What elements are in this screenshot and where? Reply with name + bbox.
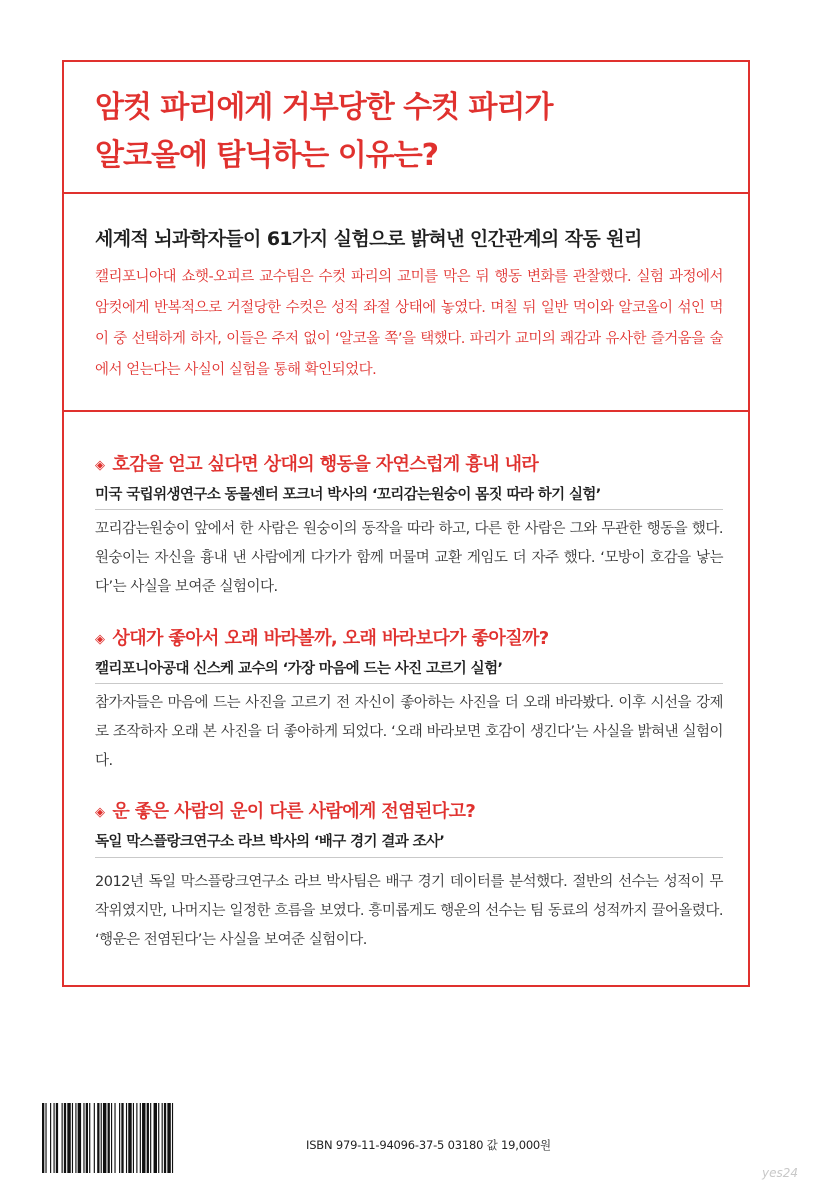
barcode-bar: [86, 1103, 88, 1173]
barcode-bar: [142, 1103, 145, 1173]
section-3-subtitle: 독일 막스플랑크연구소 라브 박사의 ‘배구 경기 결과 조사’: [95, 834, 445, 850]
section-3-title-text: 운 좋은 사람의 운이 다른 사람에게 전염된다고?: [112, 801, 476, 822]
section-1-body: 꼬리감는원숭이 앞에서 한 사람은 원숭이의 동작을 따라 하고, 다른 한 사람은 그와 무관한 행동을 했다. 원숭이는 자신을 흉내 낸 사람에게 다가가 함께 머물며 교환 게임도 더 자주 했다. ‘모방이 호감을 낳는다’는 사실을 보여준 실험이다.: [95, 521, 723, 595]
section-3-body: 2012년 독일 막스플랑크연구소 라브 박사팀은 배구 경기 데이터를 분석했다. 절반의 선수는 성적이 무작위였지만, 나머지는 일정한 흐름을 보였다. 흥미롭게도 행운의 선수는 팀 동료의 성적까지 끌어올렸다. ‘행운은 전염된다’는 사실을 보여준 실험이다.: [95, 874, 723, 948]
barcode-bar: [147, 1103, 149, 1173]
section-1-title-text: 호감을 얻고 싶다면 상대의 행동을 자연스럽게 흉내 내라: [112, 454, 539, 475]
divider-top: [62, 192, 750, 194]
headline-line-2: 알코올에 탐닉하는 이유는?: [95, 138, 439, 173]
diamond-bullet-icon: ◈: [95, 805, 105, 820]
barcode-bar: [101, 1103, 102, 1173]
barcode-bar: [42, 1103, 44, 1173]
barcode-bar: [54, 1103, 55, 1173]
barcode-bar: [103, 1103, 106, 1173]
section-3-title: [95, 797, 475, 823]
barcode-bar: [83, 1103, 84, 1173]
barcode-bar: [136, 1103, 137, 1173]
barcode-bar: [72, 1103, 73, 1173]
barcode-bar: [108, 1103, 110, 1173]
barcode-bar: [89, 1103, 90, 1173]
section-2-title-text: 상대가 좋아서 오래 바라볼까, 오래 바라보다가 좋아질까?: [112, 628, 549, 649]
barcode-bar: [64, 1103, 66, 1173]
barcode-bar: [78, 1103, 81, 1173]
barcode-bar: [140, 1103, 141, 1173]
barcode-bar: [62, 1103, 63, 1173]
barcode-bar: [154, 1103, 157, 1173]
barcode-bar: [45, 1103, 46, 1173]
section-3-rule: [95, 857, 723, 858]
headline-line-1: 암컷 파리에게 거부당한 수컷 파리가: [95, 90, 553, 125]
section-1-subtitle: 미국 국립위생연구소 동물센터 포크너 박사의 ‘꼬리감는원숭이 몸짓 따라 하기 실험’: [95, 487, 601, 503]
section-1-title: [95, 450, 538, 476]
watermark-logo: yes24: [762, 1166, 799, 1180]
barcode-bar: [97, 1103, 99, 1173]
barcode-bar: [162, 1103, 163, 1173]
headline: [95, 84, 735, 180]
barcode-bar: [133, 1103, 134, 1173]
barcode-bar: [111, 1103, 112, 1173]
isbn-price: ISBN 979-11-94096-37-5 03180 값 19,000원: [306, 1138, 551, 1152]
section-2-body: 참가자들은 마음에 드는 사진을 고르기 전 자신이 좋아하는 사진을 더 오래 바라봤다. 이후 시선을 강제로 조작하자 오래 본 사진을 더 좋아하게 되었다. ‘오래 바라보면 호감이 생긴다’는 사실을 밝혀낸 실험이다.: [95, 695, 723, 769]
intro-paragraph: 캘리포니아대 쇼햇-오피르 교수팀은 수컷 파리의 교미를 막은 뒤 행동 변화를 관찰했다. 실험 과정에서 암컷에게 반복적으로 거절당한 수컷은 성적 좌절 상태에 놓였다. 며칠 뒤 일반 먹이와 알코올이 섞인 먹이 중 선택하게 하자, 이들은 주저 없이 ‘알코올 쪽’을 택했다. 파리가 교미의 쾌감과 유사한 즐거움을 술에서 얻는다는 사실이 실험을 통해 확인되었다.: [95, 269, 723, 378]
barcode-bar: [128, 1103, 131, 1173]
barcode-bar: [114, 1103, 115, 1173]
barcode-bar: [126, 1103, 127, 1173]
divider-middle: [62, 410, 750, 412]
section-2-subtitle: 캘리포니아공대 신스케 교수의 ‘가장 마음에 드는 사진 고르기 실험’: [95, 661, 503, 677]
barcode-bar: [121, 1103, 123, 1173]
barcode-bar: [150, 1103, 151, 1173]
barcode-bar: [164, 1103, 166, 1173]
section-2-rule: [95, 683, 723, 684]
barcode-bar: [119, 1103, 120, 1173]
diamond-bullet-icon: ◈: [95, 632, 105, 647]
barcode-bar: [56, 1103, 58, 1173]
barcode-bar: [75, 1103, 76, 1173]
barcode-bar: [167, 1103, 170, 1173]
barcode-bar: [158, 1103, 159, 1173]
diamond-bullet-icon: ◈: [95, 458, 105, 473]
section-1-rule: [95, 509, 723, 510]
subheading: 세계적 뇌과학자들이 61가지 실험으로 밝혀낸 인간관계의 작동 원리: [95, 228, 642, 250]
barcode-bar: [50, 1103, 51, 1173]
barcode-bar: [172, 1103, 173, 1173]
barcode-bar: [94, 1103, 95, 1173]
barcode-bar: [67, 1103, 70, 1173]
barcode: [40, 1103, 280, 1175]
section-2-title: [95, 624, 549, 650]
